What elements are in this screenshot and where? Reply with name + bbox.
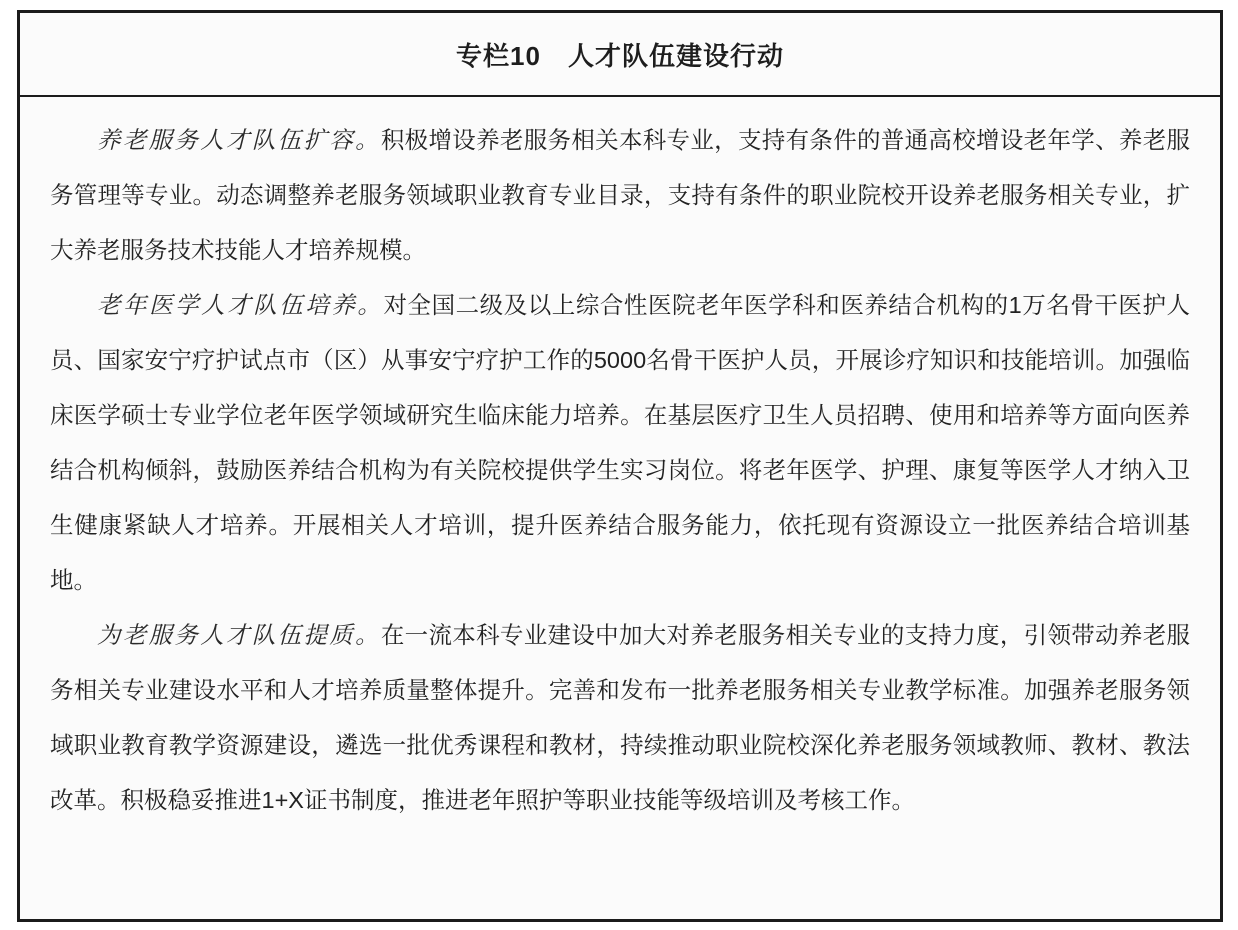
paragraph-lead: 为老服务人才队伍提质。 (97, 621, 381, 649)
paragraph-talent-expansion (50, 113, 1190, 278)
panel-header (20, 13, 1220, 97)
paragraph-geriatric-medicine (50, 278, 1190, 608)
panel-body (20, 97, 1220, 828)
paragraph-text: 对全国二级及以上综合性医院老年医学科和医养结合机构的1万名骨干医护人员、国家安宁疗护试点市（区）从事安宁疗护工作的5000名骨干医护人员，开展诊疗知识和技能培训。加强临床医学硕士专业学位老年医学领域研究生临床能力培养。在基层医疗卫生人员招聘、使用和培养等方面向医养结合机构倾斜，鼓励医养结合机构为有关院校提供学生实习岗位。将老年医学、护理、康复等医学人才纳入卫生健康紧缺人才培养。开展相关人才培训，提升医养结合服务能力，依托现有资源设立一批医养结合培训基地。 (50, 292, 1190, 593)
paragraph-text: 积极增设养老服务相关本科专业，支持有条件的普通高校增设老年学、养老服务管理等专业。动态调整养老服务领域职业教育专业目录，支持有条件的职业院校开设养老服务相关专业，扩大养老服务技术技能人才培养规模。 (50, 127, 1190, 263)
paragraph-lead: 老年医学人才队伍培养。 (97, 291, 384, 319)
column-panel (17, 10, 1223, 922)
paragraph-lead: 养老服务人才队伍扩容。 (97, 126, 381, 154)
paragraph-service-quality (50, 608, 1190, 828)
paragraph-text: 在一流本科专业建设中加大对养老服务相关专业的支持力度，引领带动养老服务相关专业建设水平和人才培养质量整体提升。完善和发布一批养老服务相关专业教学标准。加强养老服务领域职业教育教学资源建设，遴选一批优秀课程和教材，持续推动职业院校深化养老服务领域教师、教材、教法改革。积极稳妥推进1+X证书制度，推进老年照护等职业技能等级培训及考核工作。 (50, 622, 1190, 813)
panel-title: 专栏10 人才队伍建设行动 (456, 40, 784, 71)
